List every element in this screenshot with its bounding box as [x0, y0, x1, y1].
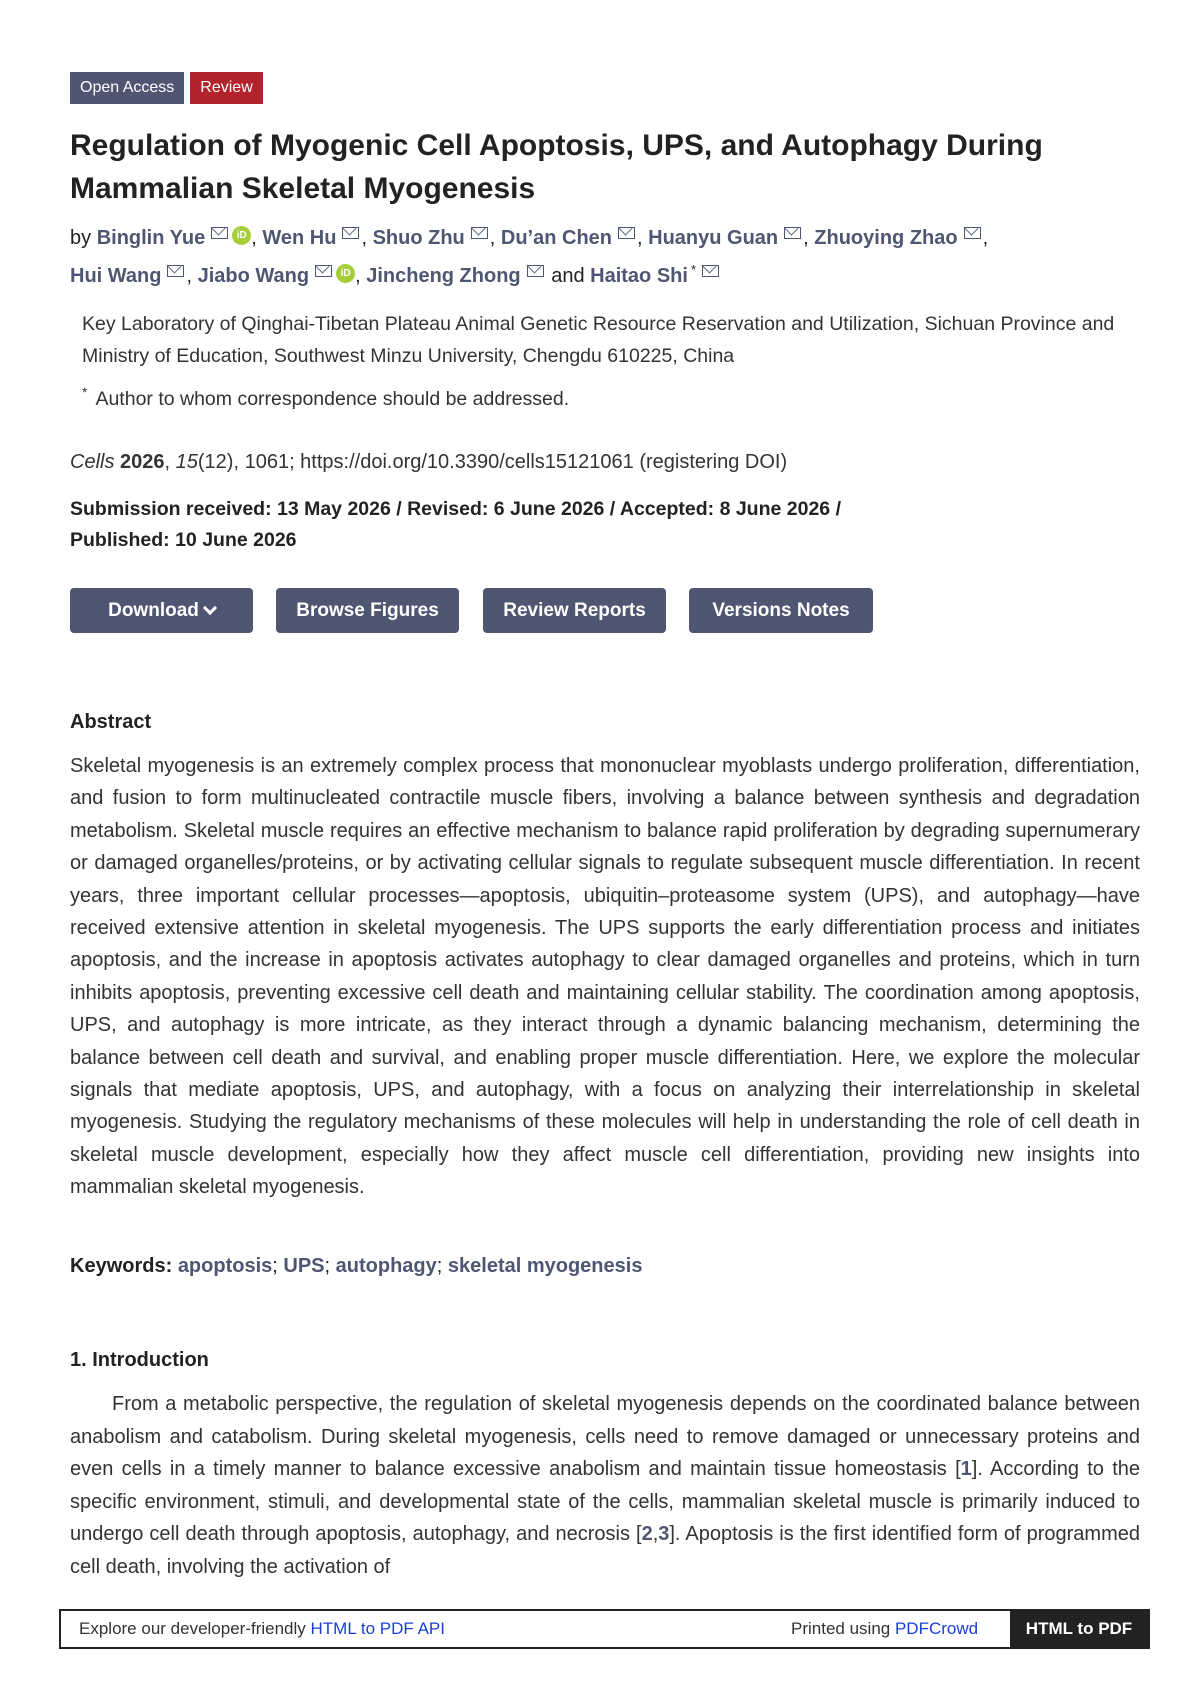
email-icon[interactable]: [167, 265, 184, 277]
download-label: Download: [108, 600, 199, 621]
open-access-badge[interactable]: Open Access: [70, 72, 184, 104]
affiliation: Key Laboratory of Qinghai-Tibetan Plateau Animal Genetic Resource Reservation and Utilization, Sichuan Province and Ministry of Education, Southwest Minzu University, Chengdu 610225, China: [82, 313, 1115, 367]
keyword-link[interactable]: apoptosis: [177, 1255, 273, 1277]
dates-line-1: Submission received: 13 May 2026 / Revised: 6 June 2026 / Accepted: 8 June 2026 /: [70, 498, 841, 520]
chevron-down-icon: [203, 601, 217, 615]
author-link[interactable]: Du’an Chen: [500, 227, 613, 249]
dates-line-2: Published: 10 June 2026: [70, 529, 297, 551]
article-title: Regulation of Myogenic Cell Apoptosis, UPS, and Autophagy During Mammalian Skeletal Myogenesis: [70, 129, 1043, 205]
keywords: Keywords: apoptosis; UPS; autophagy; skeletal myogenesis: [70, 1255, 643, 1277]
html-to-pdf-badge[interactable]: HTML to PDF: [1010, 1611, 1148, 1647]
by-label: by: [70, 227, 92, 249]
email-icon[interactable]: [315, 265, 332, 277]
journal-name: Cells: [70, 451, 115, 473]
download-button[interactable]: [70, 588, 253, 633]
citation-year: 2026: [120, 451, 165, 473]
author-link[interactable]: Binglin Yue: [96, 227, 206, 249]
browse-figures-button[interactable]: Browse Figures: [276, 588, 459, 633]
versions-notes-button[interactable]: Versions Notes: [689, 588, 873, 633]
keyword-link[interactable]: skeletal myogenesis: [447, 1255, 643, 1277]
author-link[interactable]: Jiabo Wang: [197, 265, 310, 287]
intro-text-part: ]. Apoptosis is the first identified form of programmed cell death, involving the activation of: [70, 1523, 1140, 1578]
keyword-link[interactable]: autophagy: [335, 1255, 437, 1277]
note-text: Author to whom correspondence should be addressed.: [95, 388, 570, 410]
introduction-text: [70, 1388, 1140, 1584]
review-badge[interactable]: Review: [190, 72, 262, 104]
author-link[interactable]: Zhuoying Zhao: [814, 227, 958, 249]
citation-details: (12), 1061; https://doi.org/10.3390/cells15121061 (registering DOI): [197, 451, 788, 473]
email-icon[interactable]: [342, 227, 359, 239]
correspondence-note: [82, 376, 569, 415]
author-list: by Binglin Yue iD , Wen Hu , Shuo Zhu , Du’an Chen , Huanyu Guan , Zhuoying Zhao , Hui Wang , Jiabo Wang iD , Jincheng Zhong and Haitao Shi *: [70, 227, 989, 287]
abstract-heading: Abstract: [70, 711, 152, 733]
author-link[interactable]: Haitao Shi: [590, 265, 688, 287]
html-to-pdf-api-link[interactable]: HTML to PDF API: [310, 1619, 445, 1638]
intro-text-part: ]. According to the specific environment, stimuli, and developmental state of the cells, mammalian skeletal muscle is primarily induced to undergo cell death through apoptosis, autophagy, and necrosis [: [70, 1458, 1141, 1546]
footer-explore-text: Explore our developer-friendly: [79, 1619, 311, 1638]
author-link[interactable]: Hui Wang: [70, 265, 162, 287]
email-icon[interactable]: [471, 227, 488, 239]
reference-link[interactable]: 1: [960, 1458, 972, 1481]
author-link[interactable]: Wen Hu: [262, 227, 337, 249]
reference-link[interactable]: 3: [658, 1523, 670, 1546]
publication-dates: [70, 494, 1140, 556]
footer-printed: [791, 1611, 978, 1647]
author-link[interactable]: Jincheng Zhong: [366, 265, 521, 287]
and-label: and: [551, 265, 585, 287]
email-icon[interactable]: [211, 227, 228, 239]
note-mark: *: [82, 384, 88, 400]
keyword-link[interactable]: UPS: [283, 1255, 325, 1277]
pdfcrowd-link[interactable]: PDFCrowd: [894, 1619, 979, 1638]
email-icon[interactable]: [964, 227, 981, 239]
orcid-icon[interactable]: iD: [232, 226, 251, 245]
footer-explore: [79, 1611, 445, 1647]
email-icon[interactable]: [618, 227, 635, 239]
ref-separator: ,: [652, 1523, 659, 1546]
intro-text-part: From a metabolic perspective, the regulation of skeletal myogenesis depends on the coordinated balance between anabolism and catabolism. During skeletal myogenesis, cells need to remove damaged or unnecessary proteins and even cells in a timely manner to balance excessive anabolism and maintain tissue homeostasis [: [70, 1393, 1140, 1481]
author-link[interactable]: Huanyu Guan: [648, 227, 779, 249]
reference-link[interactable]: 2: [641, 1523, 653, 1546]
footer-printed-text: Printed using: [791, 1619, 895, 1638]
review-reports-button[interactable]: Review Reports: [483, 588, 666, 633]
citation-volume: 15: [175, 451, 198, 473]
pdfcrowd-footer: [59, 1609, 1150, 1649]
email-icon[interactable]: [784, 227, 801, 239]
corresponding-mark: *: [690, 262, 696, 277]
keywords-label: Keywords:: [70, 1255, 173, 1277]
author-link[interactable]: Shuo Zhu: [372, 227, 465, 249]
article-badges: [70, 72, 263, 104]
email-icon[interactable]: [527, 265, 544, 277]
abstract-text: Skeletal myogenesis is an extremely complex process that mononuclear myoblasts undergo proliferation, differentiation, and fusion to form multinucleated contractile muscle fibers, involving a balance between synthesis and degradation metabolism. Skeletal muscle requires an effective mechanism to balance rapid proliferation by degrading supernumerary or damaged organelles/proteins, or by activating cellular signals to regulate subsequent muscle differentiation. In recent years, three important cellular processes—apoptosis, ubiquitin–proteasome system (UPS), and autophagy—have received extensive attention in skeletal myogenesis. The UPS supports the early differentiation process and initiates apoptosis, and the increase in apoptosis activates autophagy to clear damaged organelles and proteins, which in turn inhibits apoptosis, preventing excessive cell death and maintaining cellular stability. The coordination among apoptosis, UPS, and autophagy is more intricate, as they interact through a dynamic balancing mechanism, determining the balance between cell death and survival, and enabling proper muscle differentiation. Here, we explore the molecular signals that mediate apoptosis, UPS, and autophagy, with a focus on analyzing their interrelationship in skeletal myogenesis. Studying the regulatory mechanisms of these molecules will help in understanding the role of cell death in skeletal muscle development, especially how they affect muscle cell differentiation, providing new insights into mammalian skeletal myogenesis.: [70, 755, 1140, 1199]
introduction-heading: 1. Introduction: [70, 1349, 209, 1371]
email-icon[interactable]: [702, 265, 719, 277]
orcid-icon[interactable]: iD: [336, 264, 355, 283]
citation: Cells 2026, 15(12), 1061; https://doi.org/10.3390/cells15121061 (registering DOI): [70, 451, 788, 473]
